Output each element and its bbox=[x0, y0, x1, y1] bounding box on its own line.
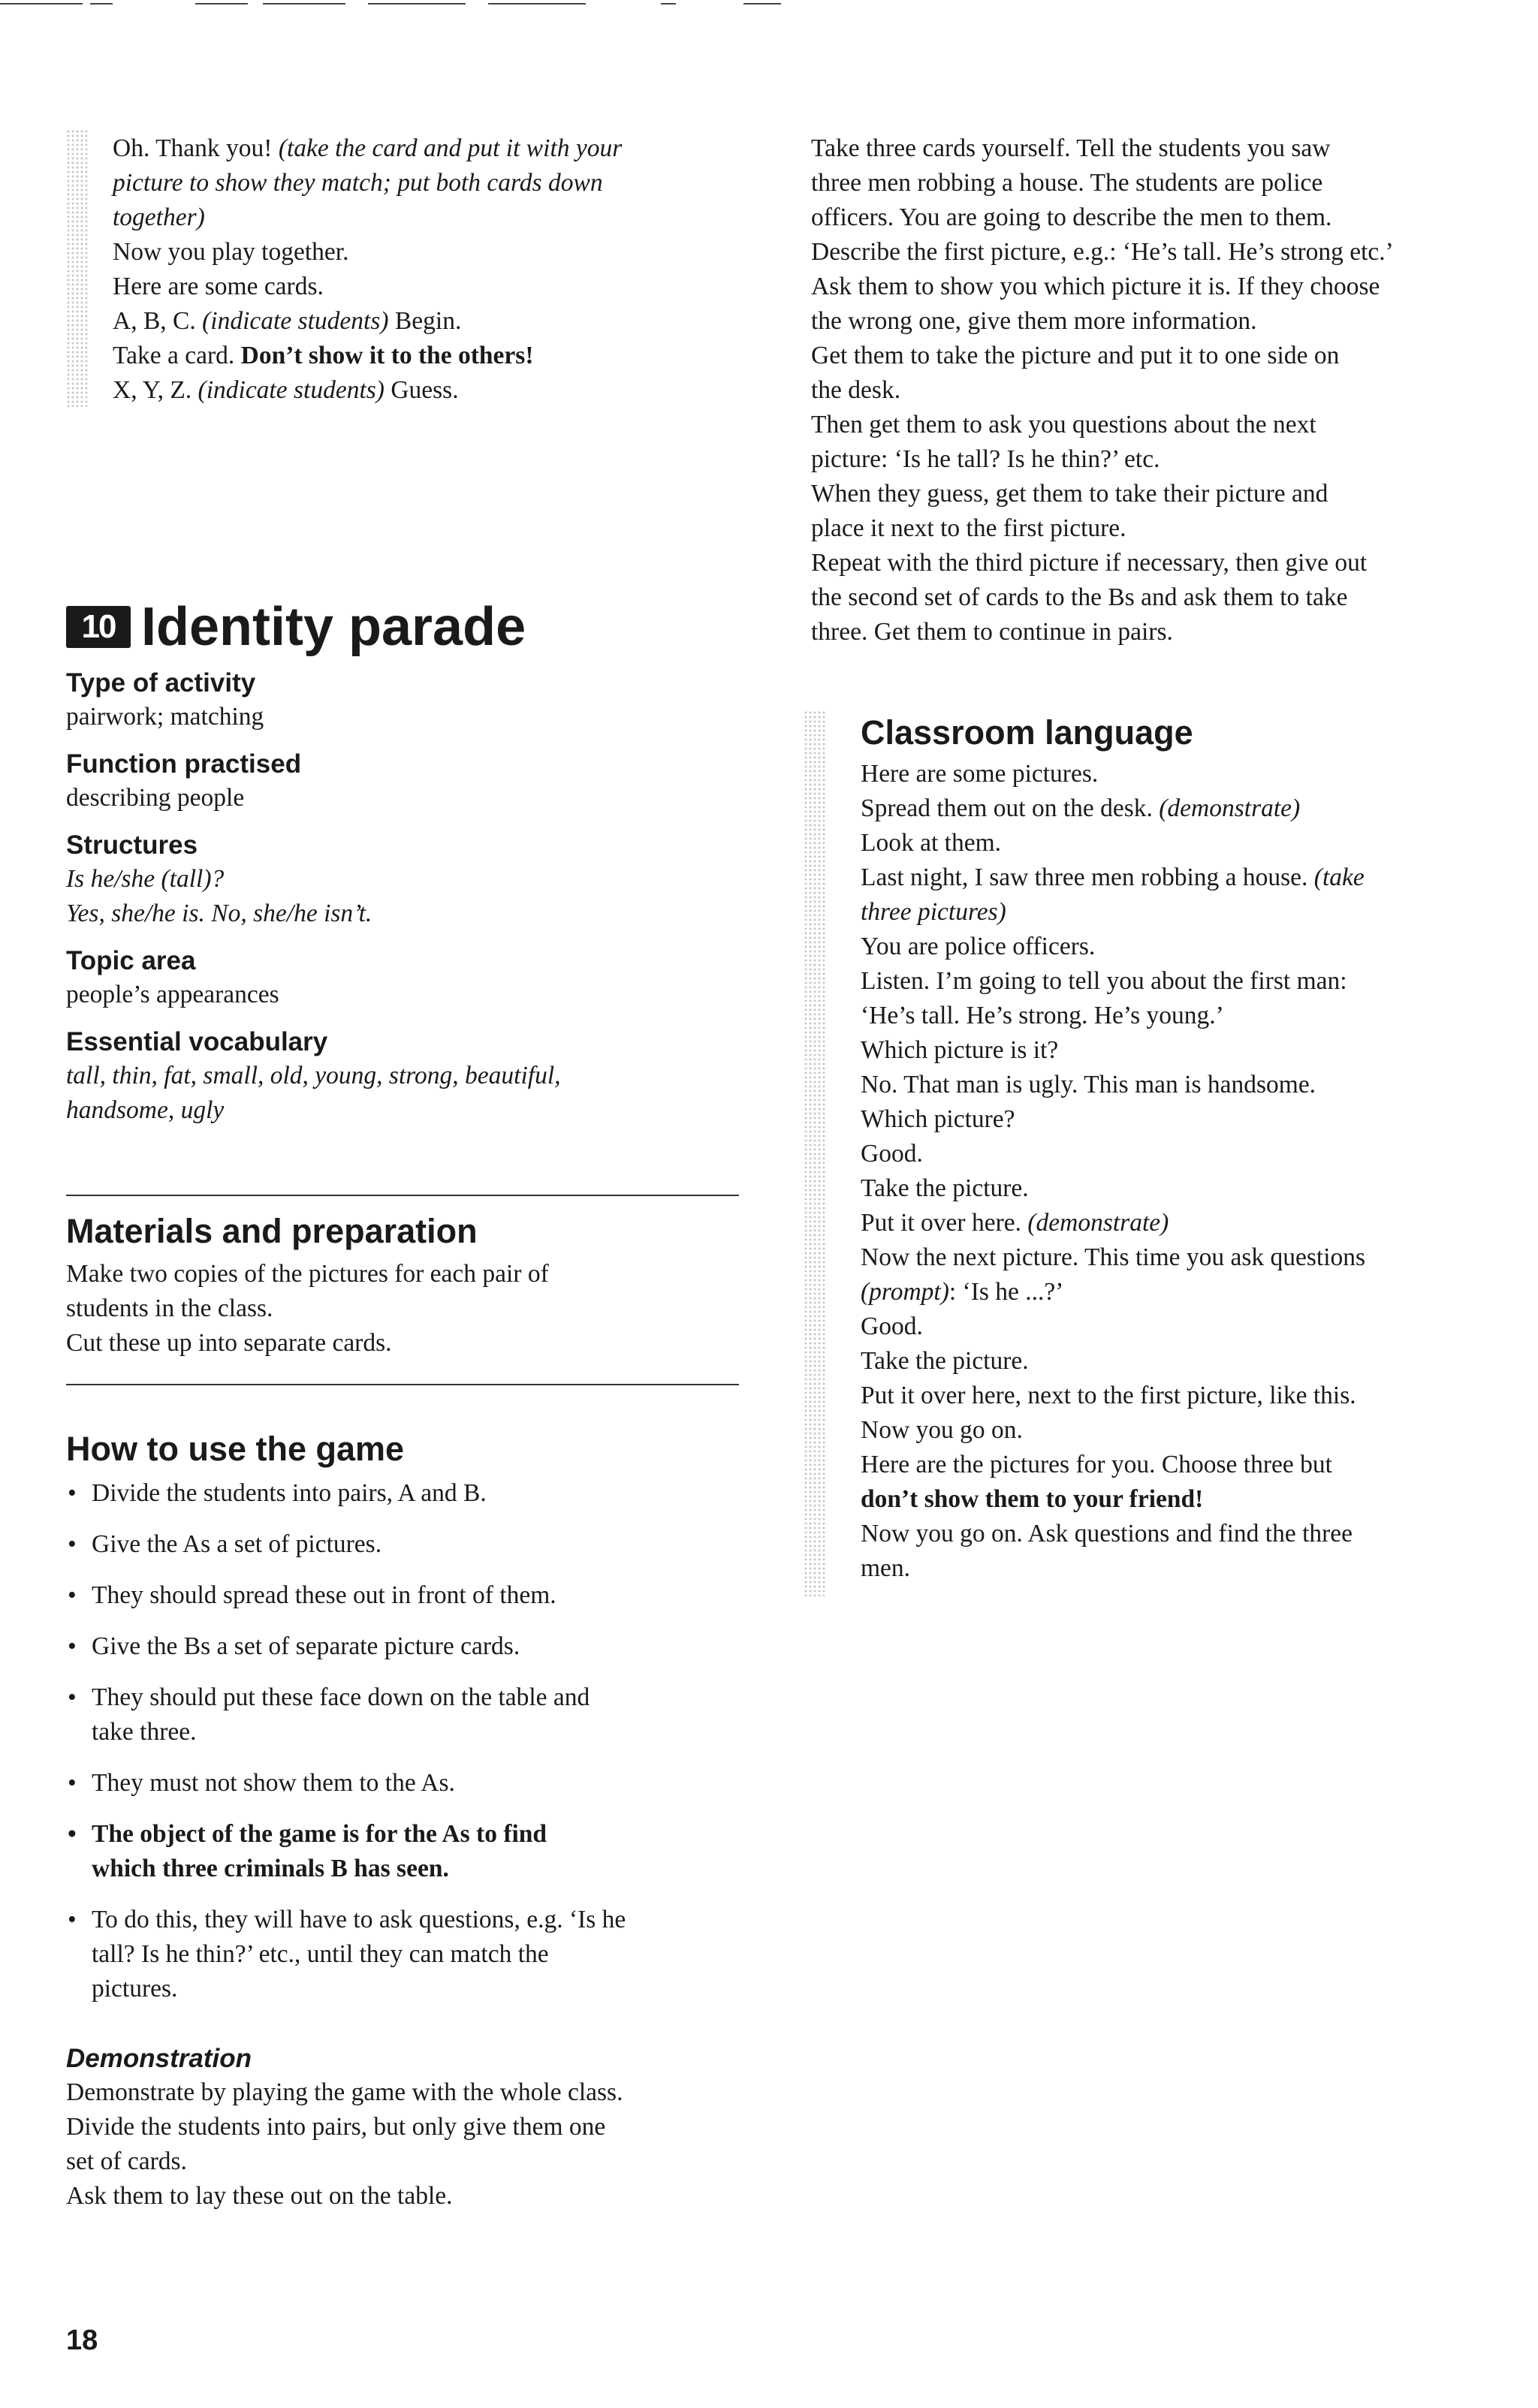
text-span: Put it over here, next to the first picture, like this. bbox=[861, 1382, 1356, 1409]
text-line bbox=[861, 826, 1514, 860]
teacher-instructions bbox=[811, 131, 1502, 649]
activity-facts bbox=[66, 667, 742, 1141]
fact-block bbox=[66, 945, 742, 1012]
text-span: Begin. bbox=[388, 307, 462, 335]
text-span: Take the picture. bbox=[861, 1174, 1029, 1202]
text-span: A, B, C. bbox=[113, 307, 203, 335]
materials-section bbox=[66, 1210, 742, 1361]
fact-heading: Function practised bbox=[66, 749, 302, 779]
text-line bbox=[113, 200, 743, 235]
text-span: Listen. I’m going to tell you about the first man: bbox=[861, 967, 1347, 995]
text-line: the desk. bbox=[811, 376, 901, 404]
fact-block bbox=[66, 829, 742, 931]
text-line bbox=[861, 1275, 1514, 1309]
text-line: picture: ‘Is he tall? Is he thin?’ etc. bbox=[811, 445, 1160, 473]
text-span: Good. bbox=[861, 1312, 923, 1340]
classroom-language-section bbox=[861, 712, 1514, 1586]
text-line: students in the class. bbox=[66, 1294, 273, 1322]
text-line: officers. You are going to describe the men to them. bbox=[811, 203, 1332, 231]
text-line bbox=[861, 1068, 1514, 1102]
bullet-line: • They should put these face down on the table and bbox=[92, 1683, 590, 1711]
text-span: Look at them. bbox=[861, 829, 1001, 857]
bullet-line: tall? Is he thin?’ etc., until they can match the bbox=[92, 1940, 549, 1968]
text-span: Here are the pictures for you. Choose three but bbox=[861, 1451, 1332, 1478]
text-line bbox=[861, 1206, 1514, 1240]
text-line bbox=[861, 999, 1514, 1033]
top-dialogue bbox=[113, 131, 743, 408]
scan-edge-marks bbox=[0, 0, 826, 15]
fact-value: handsome, ugly bbox=[66, 1096, 225, 1124]
bullet-item bbox=[66, 1766, 742, 1801]
text-line bbox=[861, 1517, 1514, 1551]
fact-value: pairwork; matching bbox=[66, 703, 264, 731]
classroom-language-text bbox=[861, 757, 1514, 1586]
materials-heading: Materials and preparation bbox=[66, 1212, 478, 1250]
text-line bbox=[861, 1448, 1514, 1482]
text-span: (take the card and put it with your bbox=[278, 134, 623, 162]
text-line bbox=[861, 791, 1514, 826]
text-line: Ask them to show you which picture it is. If they choose bbox=[811, 273, 1380, 300]
demonstration-text bbox=[66, 2075, 757, 2214]
text-span: You are police officers. bbox=[861, 933, 1096, 960]
text-span: (indicate students) bbox=[198, 376, 384, 404]
text-line: place it next to the first picture. bbox=[811, 514, 1126, 542]
page-number: 18 bbox=[66, 2325, 98, 2356]
text-line bbox=[861, 930, 1514, 964]
text-span: Now you play together. bbox=[113, 238, 349, 266]
text-line bbox=[861, 860, 1514, 895]
text-line bbox=[861, 1344, 1514, 1379]
how-to-section bbox=[66, 1428, 742, 2023]
text-line: Make two copies of the pictures for each pair of bbox=[66, 1260, 549, 1288]
text-span: Here are some cards. bbox=[113, 273, 324, 300]
text-span: ‘He’s tall. He’s strong. He’s young.’ bbox=[861, 1002, 1224, 1029]
text-span: Now the next picture. This time you ask questions bbox=[861, 1243, 1366, 1271]
fact-value: people’s appearances bbox=[66, 981, 279, 1008]
text-span: Good. bbox=[861, 1140, 923, 1168]
text-line bbox=[113, 235, 743, 270]
text-span: men. bbox=[861, 1554, 911, 1582]
fact-value: describing people bbox=[66, 784, 245, 812]
text-line: Get them to take the picture and put it to one side on bbox=[811, 342, 1340, 369]
text-line: Then get them to ask you questions about the next bbox=[811, 411, 1316, 439]
text-line bbox=[861, 1551, 1514, 1586]
divider bbox=[66, 1384, 739, 1385]
text-line bbox=[113, 373, 743, 408]
text-span: picture to show they match; put both cards down bbox=[113, 169, 603, 197]
bullet-item bbox=[66, 1578, 742, 1613]
text-line: Demonstrate by playing the game with the whole class. bbox=[66, 2078, 623, 2106]
text-line bbox=[861, 1240, 1514, 1275]
text-span: : ‘Is he ...?’ bbox=[948, 1278, 1064, 1306]
bullet-line: • Give the As a set of pictures. bbox=[92, 1530, 382, 1558]
text-span: Take the picture. bbox=[861, 1347, 1029, 1375]
text-line: the second set of cards to the Bs and ask them to take bbox=[811, 583, 1348, 611]
text-line bbox=[861, 1033, 1514, 1068]
text-span: Don’t show it to the others! bbox=[240, 342, 534, 369]
fact-heading: Essential vocabulary bbox=[66, 1027, 328, 1056]
text-line: set of cards. bbox=[66, 2147, 187, 2175]
text-line: Ask them to lay these out on the table. bbox=[66, 2182, 453, 2210]
bullet-line: • The object of the game is for the As to find bbox=[92, 1820, 547, 1848]
dialogue-stipple-bar bbox=[66, 129, 89, 407]
text-span: Which picture is it? bbox=[861, 1036, 1059, 1064]
text-span: Last night, I saw three men robbing a house. bbox=[861, 863, 1314, 891]
bullet-item bbox=[66, 1527, 742, 1562]
text-line bbox=[861, 964, 1514, 999]
bullet-line: • Divide the students into pairs, A and B. bbox=[92, 1479, 487, 1507]
fact-heading: Structures bbox=[66, 830, 198, 860]
text-line bbox=[861, 757, 1514, 791]
how-to-heading: How to use the game bbox=[66, 1430, 405, 1468]
text-line bbox=[861, 1171, 1514, 1206]
text-span: together) bbox=[113, 203, 205, 231]
bullet-line: which three criminals B has seen. bbox=[92, 1855, 449, 1882]
text-span: Now you go on. Ask questions and find the three bbox=[861, 1520, 1353, 1548]
bullet-line: • They should spread these out in front of them. bbox=[92, 1581, 556, 1609]
text-span: Which picture? bbox=[861, 1105, 1015, 1133]
text-span: Here are some pictures. bbox=[861, 760, 1099, 788]
text-span: Put it over here. bbox=[861, 1209, 1028, 1237]
fact-value: Yes, she/he is. No, she/he isn’t. bbox=[66, 900, 372, 927]
text-span: Take a card. bbox=[113, 342, 241, 369]
bullet-item bbox=[66, 1476, 742, 1511]
text-line: the wrong one, give them more information. bbox=[811, 307, 1257, 335]
text-span: Guess. bbox=[384, 376, 459, 404]
text-line bbox=[861, 1102, 1514, 1137]
text-line bbox=[861, 1413, 1514, 1448]
text-line: three. Get them to continue in pairs. bbox=[811, 618, 1173, 646]
text-span: (demonstrate) bbox=[1159, 794, 1301, 822]
text-span: Oh. Thank you! bbox=[113, 134, 279, 162]
fact-block bbox=[66, 748, 742, 815]
text-span: (indicate students) bbox=[202, 307, 389, 335]
fact-block bbox=[66, 1026, 742, 1128]
text-line: When they guess, get them to take their picture and bbox=[811, 480, 1328, 508]
unit-heading bbox=[66, 593, 526, 661]
bullet-item bbox=[66, 1903, 742, 2006]
text-line bbox=[113, 131, 743, 166]
text-line bbox=[861, 1482, 1514, 1517]
bullet-line: pictures. bbox=[92, 1975, 178, 2003]
classroom-language-stipple-bar bbox=[804, 710, 826, 1596]
text-span: (demonstrate) bbox=[1027, 1209, 1169, 1237]
text-line: Cut these up into separate cards. bbox=[66, 1329, 392, 1357]
bullet-line: • To do this, they will have to ask questions, e.g. ‘Is he bbox=[92, 1906, 626, 1933]
demonstration-section bbox=[66, 2042, 757, 2214]
text-line: Take three cards yourself. Tell the students you saw bbox=[811, 134, 1331, 162]
text-line bbox=[113, 270, 743, 304]
bullet-item bbox=[66, 1629, 742, 1664]
text-span: don’t show them to your friend! bbox=[861, 1485, 1204, 1513]
how-to-list bbox=[66, 1476, 742, 2006]
fact-block bbox=[66, 667, 742, 734]
demonstration-heading: Demonstration bbox=[66, 2044, 252, 2073]
unit-title: Identity parade bbox=[141, 597, 526, 657]
fact-value: tall, thin, fat, small, old, young, strong, beautiful, bbox=[66, 1062, 561, 1089]
text-span: (take bbox=[1313, 863, 1365, 891]
fact-value: Is he/she (tall)? bbox=[66, 865, 225, 893]
text-line bbox=[861, 1309, 1514, 1344]
unit-number-badge: 10 bbox=[66, 606, 131, 648]
fact-heading: Topic area bbox=[66, 946, 196, 975]
materials-text bbox=[66, 1257, 742, 1361]
text-line: Describe the first picture, e.g.: ‘He’s tall. He’s strong etc.’ bbox=[811, 238, 1394, 266]
text-span: (prompt) bbox=[861, 1278, 949, 1306]
text-line bbox=[113, 304, 743, 339]
fact-heading: Type of activity bbox=[66, 668, 256, 698]
divider bbox=[66, 1195, 739, 1196]
text-span: No. That man is ugly. This man is handsome. bbox=[861, 1071, 1316, 1099]
text-span: three pictures) bbox=[861, 898, 1006, 926]
text-span: X, Y, Z. bbox=[113, 376, 198, 404]
bullet-item bbox=[66, 1817, 742, 1886]
bullet-line: • They must not show them to the As. bbox=[92, 1769, 455, 1797]
text-line: Divide the students into pairs, but only give them one bbox=[66, 2113, 606, 2141]
text-line: three men robbing a house. The students are police bbox=[811, 169, 1323, 197]
text-line bbox=[861, 895, 1514, 930]
text-line bbox=[113, 339, 743, 373]
bullet-item bbox=[66, 1680, 742, 1749]
text-line bbox=[861, 1379, 1514, 1413]
bullet-line: • Give the Bs a set of separate picture cards. bbox=[92, 1632, 520, 1660]
text-span: Spread them out on the desk. bbox=[861, 794, 1160, 822]
classroom-language-heading: Classroom language bbox=[861, 713, 1193, 752]
text-line: Repeat with the third picture if necessary, then give out bbox=[811, 549, 1368, 577]
bullet-line: take three. bbox=[92, 1718, 197, 1746]
text-span: Now you go on. bbox=[861, 1416, 1023, 1444]
text-line bbox=[113, 166, 743, 200]
text-line bbox=[861, 1137, 1514, 1171]
